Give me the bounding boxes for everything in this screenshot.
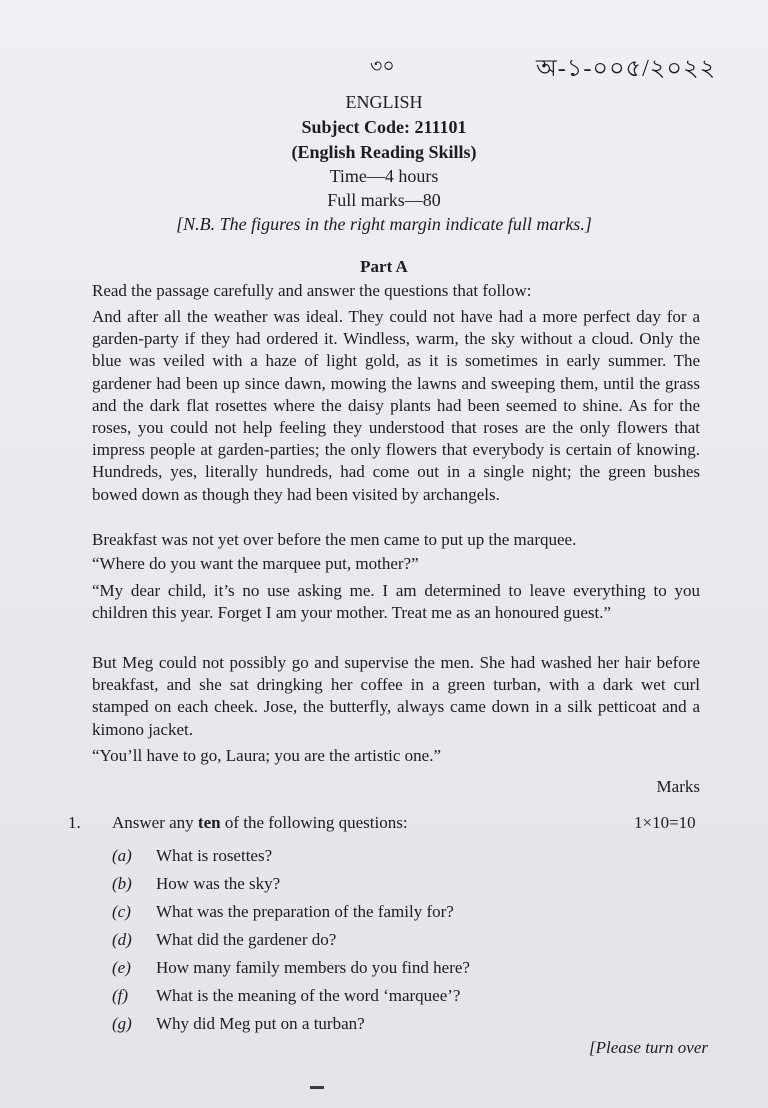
sub-question-e: (e) How many family members do you find here? bbox=[112, 958, 470, 977]
footer-dash bbox=[310, 1086, 324, 1089]
question-number: 1. bbox=[68, 813, 81, 832]
sub-question-c: (c) What was the preparation of the family for? bbox=[112, 902, 454, 921]
sub-question-g: (g) Why did Meg put on a turban? bbox=[112, 1014, 365, 1033]
question-text: Answer any ten of the following questions: bbox=[112, 813, 408, 832]
question-marks: 1×10=10 bbox=[634, 813, 696, 832]
question-keyword: ten bbox=[197, 813, 221, 832]
passage-paragraph-1: And after all the weather was ideal. They could not have had a more perfect day for a garden-party if they had ordered it. Windless, warm, the sky without a cloud. Only the blue was veiled with a haze of light gold, as it is sometimes in early summer. The gardener had been up since dawn, mowing the lawns and sweeping them, until the grass and the dark flat rosettes where the daisy plants had been seemed to shine. As for the roses, you could not help feeling they understood that roses are the only flowers that impress people at garden-parties; the only flowers that everybody is certain of knowing. Hundreds, yes, literally hundreds, had come out in a single night; the green bushes bowed down as though they had been visited by archangels. bbox=[92, 307, 700, 504]
sub-question-b: (b) How was the sky? bbox=[112, 874, 281, 893]
passage-paragraph-6: “You’ll have to go, Laura; you are the artistic one.” bbox=[92, 746, 442, 765]
sub-question-d: (d) What did the gardener do? bbox=[112, 930, 337, 949]
part-title: Part A bbox=[360, 257, 408, 276]
subject-title: ENGLISH bbox=[345, 92, 423, 112]
passage-paragraph-5: But Meg could not possibly go and supervise the men. She had washed her hair before breakfast, and she sat dringking her coffee in a green turban, with a dark wet curl stamped on each cheek. Jose, the butterfly, always came down in a silk petticoat and a kimono jacket. bbox=[92, 653, 700, 739]
sub-question-f: (f) What is the meaning of the word ‘marquee’? bbox=[112, 986, 461, 1005]
instruction: Read the passage carefully and answer the questions that follow: bbox=[92, 281, 532, 300]
passage-paragraph-2: Breakfast was not yet over before the men came to put up the marquee. bbox=[92, 530, 577, 549]
paper-title: (English Reading Skills) bbox=[291, 142, 477, 162]
turn-over-note: [Please turn over bbox=[589, 1038, 708, 1057]
page-number: ৩০ bbox=[370, 56, 395, 77]
marks-column-label: Marks bbox=[656, 777, 700, 796]
exam-code: অ-১-০০৫/২০২২ bbox=[536, 56, 717, 82]
time-allowed: Time—4 hours bbox=[329, 166, 439, 186]
sub-question-a: (a) What is rosettes? bbox=[112, 846, 273, 865]
subject-code: Subject Code: 211101 bbox=[301, 117, 467, 137]
passage-paragraph-4: “My dear child, it’s no use asking me. I am determined to leave everything to you children this year. Forget I am your mother. Treat me as an honoured guest.” bbox=[92, 581, 700, 623]
marks-note: [N.B. The figures in the right margin indicate full marks.] bbox=[176, 214, 592, 234]
passage-paragraph-3: “Where do you want the marquee put, mother?” bbox=[92, 554, 419, 573]
full-marks: Full marks—80 bbox=[327, 190, 441, 210]
